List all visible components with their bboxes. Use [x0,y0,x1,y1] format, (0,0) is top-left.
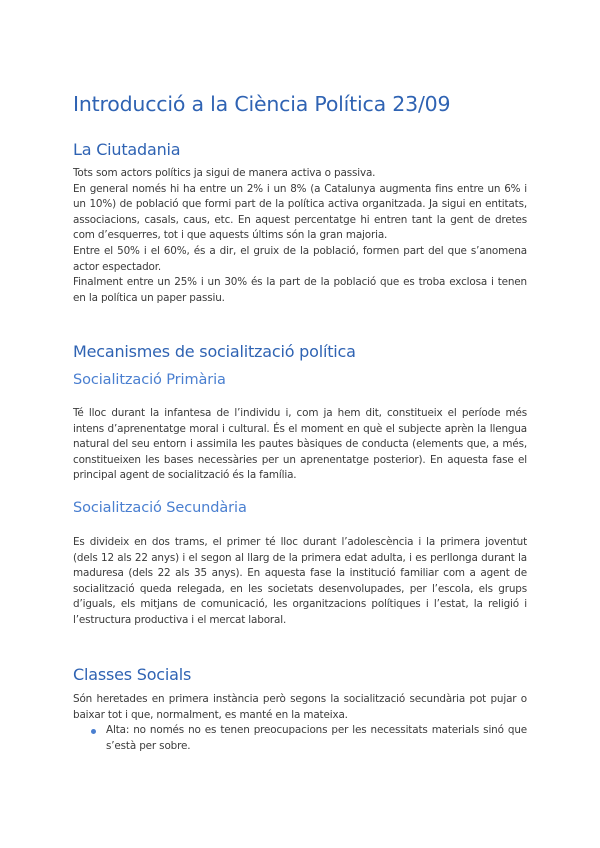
bullet-text-alta: Alta: no només no es tenen preocupacions per les necessitats materials sinó que s’està per sobre. [106,724,527,752]
subsection-heading-primaria: Socialització Primària [73,372,226,388]
list-item [89,723,527,754]
paragraph-ciutadania-percent: En general només hi ha entre un 2% i un 8% (a Catalunya augmenta fins entre un 6% i un 10%) de població que formi part de la política activa organitzada. Ja sigui en entitats, associacions, casals, caus, etc. En aquest percentatge hi entren tant la gent de dretes com d’esquerres, tot i que aquests últims són la gran majoria. [73,182,527,242]
paragraph-classes: Són heretades en primera instància però segons la socialització secundària pot pujar o baixar tot i que, normalment, es manté en la mateixa. [73,693,527,721]
paragraph-primaria: Té lloc durant la infantesa de l’individu i, com ja hem dit, constitueix el període més intens d’aprenentatge moral i cultural. És el moment en què el subjecte aprèn la llengua natural del seu entorn i assimila les pautes bàsiques de conducta (elements que, a més, constitueixen les bases necessàries per un aprenentatge posterior). En aquesta fase el principal agent de socialització és la família. [73,407,527,482]
paragraph-ciutadania-intro: Tots som actors polítics ja sigui de manera activa o passiva. [73,167,376,179]
section-heading-classes: Classes Socials [73,665,192,684]
paragraph-ciutadania-espectador: Entre el 50% i el 60%, és a dir, el gruix de la població, formen part del que s’anomena actor espectador. [73,245,527,273]
subsection-heading-secundaria: Socialització Secundària [73,500,247,516]
paragraph-secundaria: Es divideix en dos trams, el primer té lloc durant l’adolescència i la primera joventut (dels 12 als 22 anys) i el segon al llarg de la primera edat adulta, i es perllonga durant la maduresa (dels 22 als 35 anys). En aquesta fase la institució familiar com a agent de socialització queda relegada, en les societats desenvolupades, per l’escola, els grups d’iguals, els mitjans de comunicació, les organitzacions polítiques i l’estat, la religió i l’estructura productiva i el mercat laboral. [73,536,527,626]
section-heading-ciutadania: La Ciutadania [73,140,181,159]
bullet-dot-icon [91,729,96,734]
paragraph-ciutadania-exclosa: Finalment entre un 25% i un 30% és la part de la població que es troba exclosa i tenen en la política un paper passiu. [73,276,527,304]
section-heading-mecanismes: Mecanismes de socialització política [73,342,356,361]
document-title: Introducció a la Ciència Política 23/09 [73,92,451,116]
